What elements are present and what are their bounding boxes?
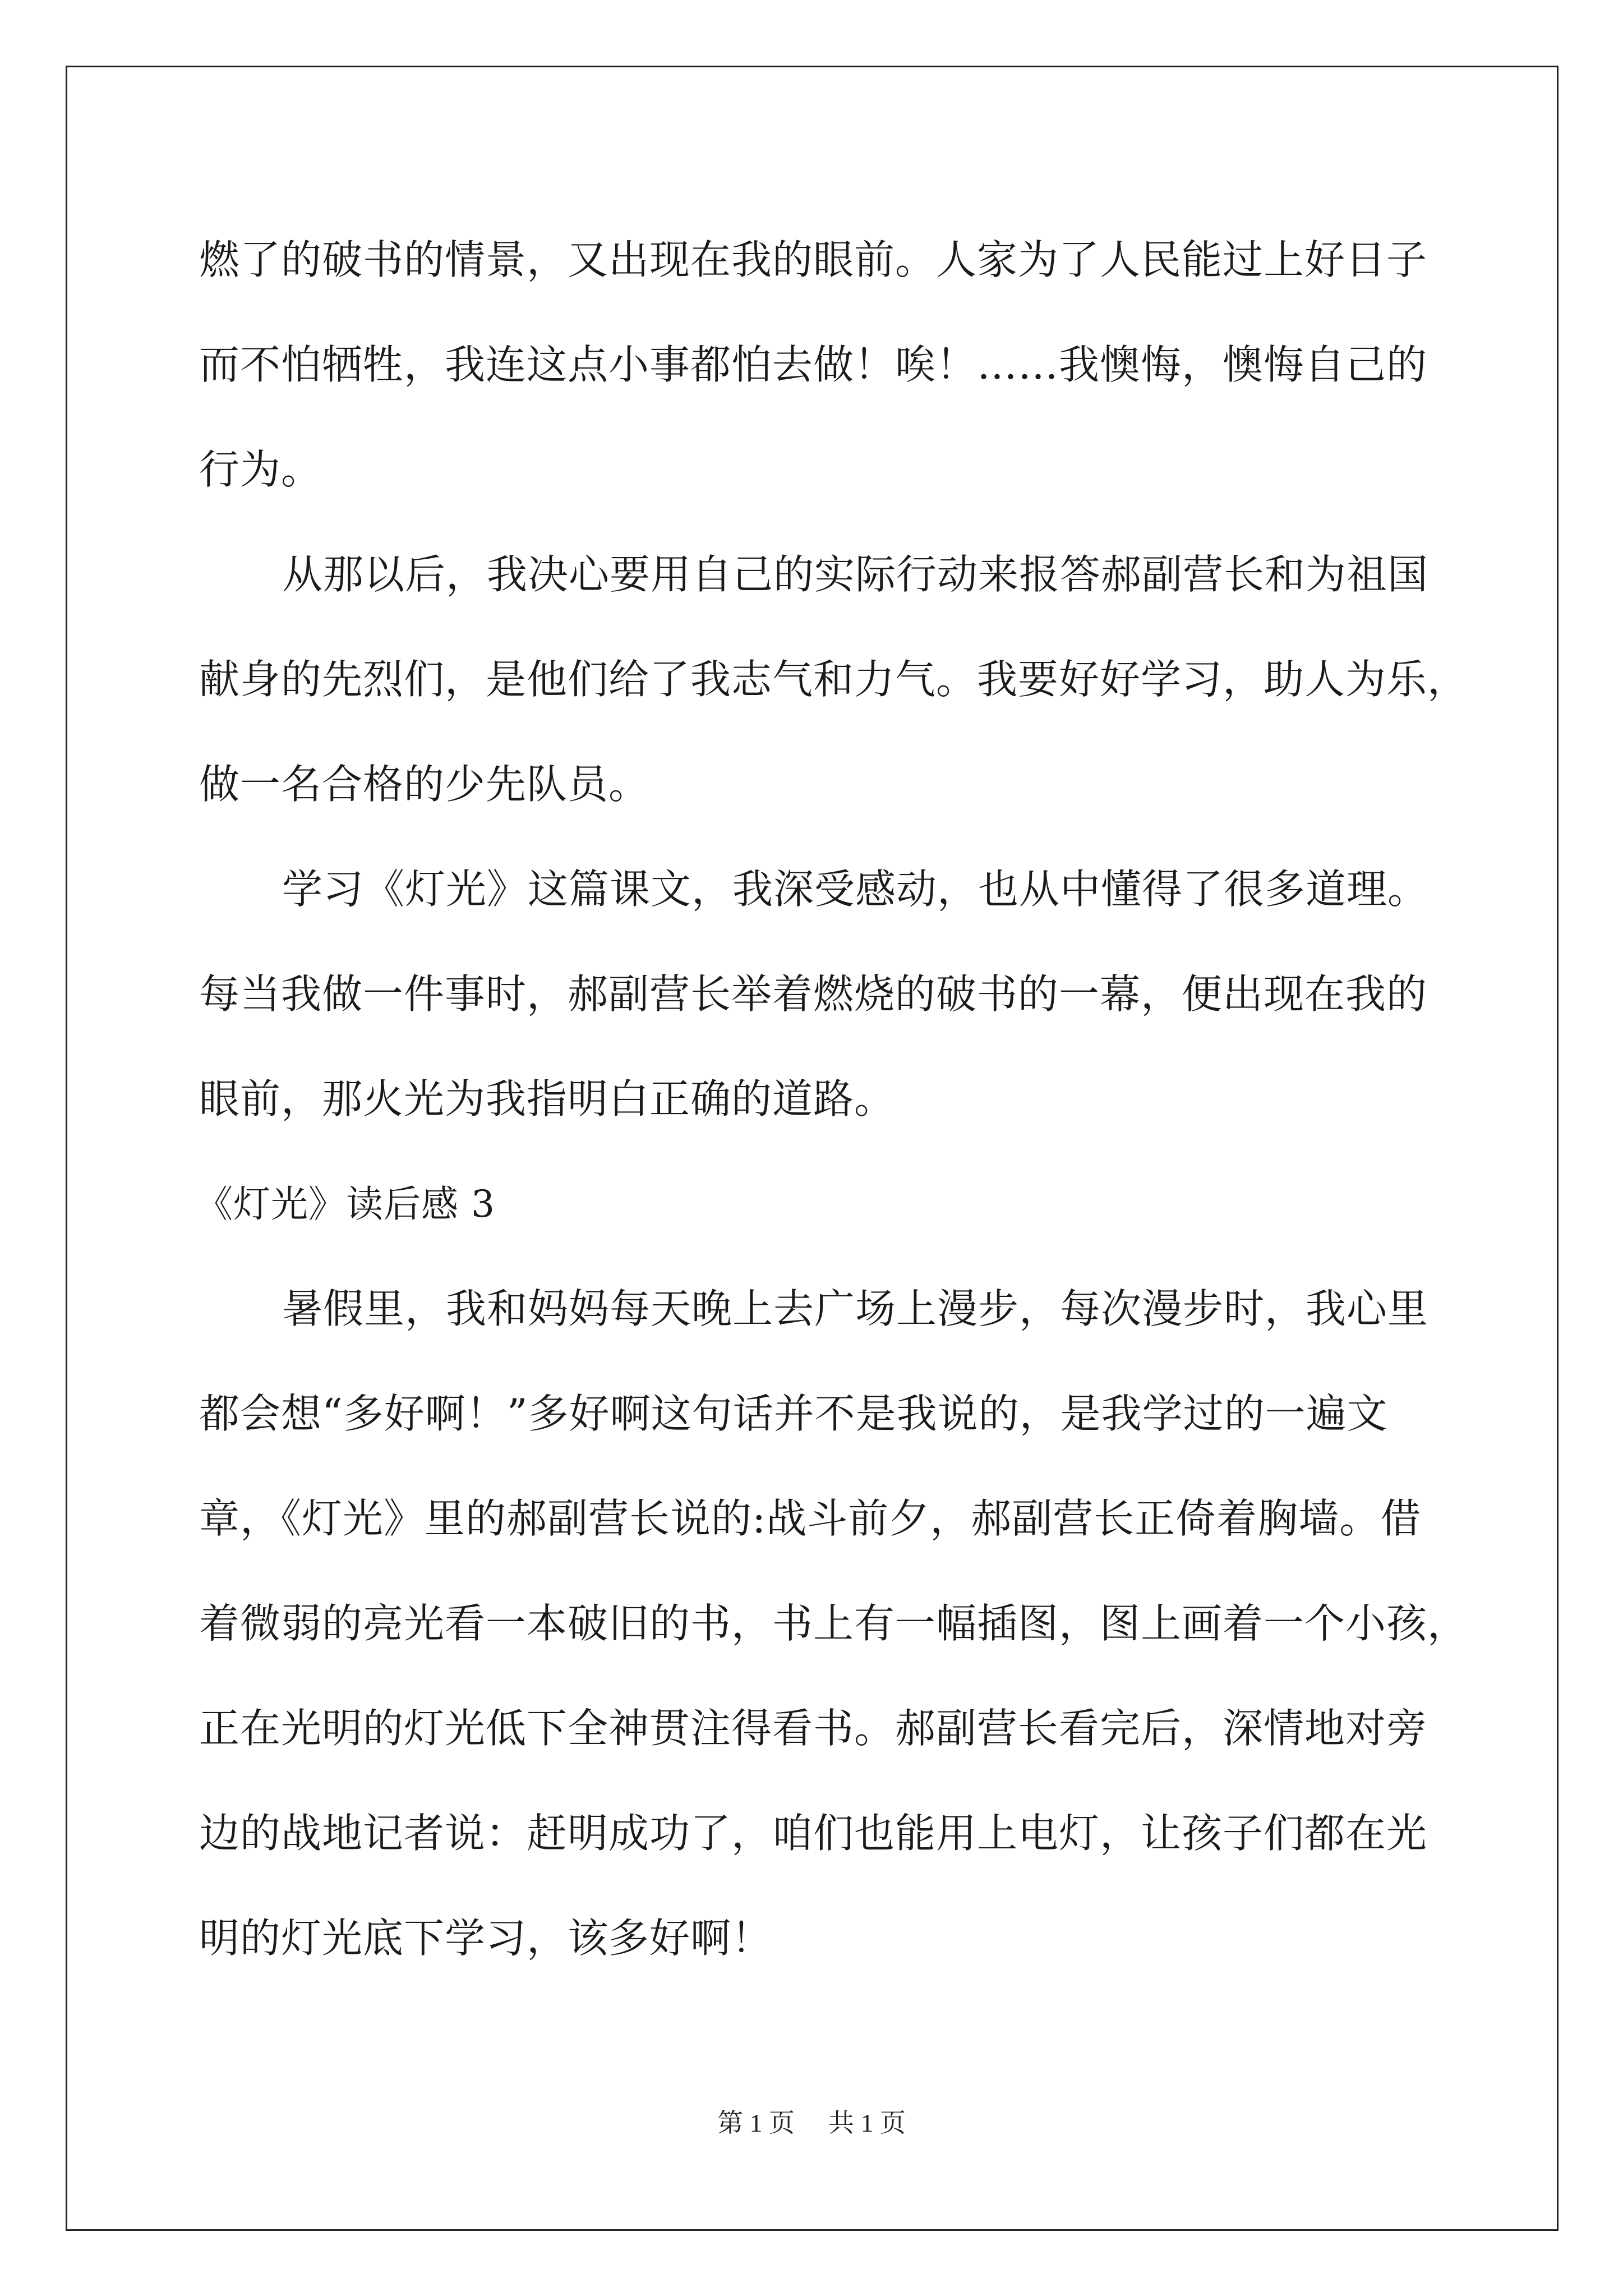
paragraph-start-line: 暑假里，我和妈妈每天晚上去广场上漫步，每次漫步时，我心里	[282, 1285, 1429, 1332]
paragraph-start-line: 学习《灯光》这篇课文，我深受感动，也从中懂得了很多道理。	[282, 866, 1429, 913]
text-line: 章，《灯光》里的郝副营长说的:战斗前夕，郝副营长正倚着胸墙。借	[199, 1495, 1422, 1542]
text-line: 行为。	[199, 446, 322, 493]
text-line: 正在光明的灯光低下全神贯注得看书。郝副营长看完后，深情地对旁	[199, 1705, 1428, 1752]
text-line: 边的战地记者说：赶明成功了，咱们也能用上电灯，让孩子们都在光	[199, 1810, 1428, 1857]
page-footer	[0, 2102, 1623, 2139]
text-line: 眼前，那火光为我指明白正确的道路。	[199, 1075, 896, 1122]
text-line: 而不怕牺牲，我连这点小事都怕去做！唉！……我懊悔，懊悔自己的	[199, 341, 1428, 388]
text-line: 献身的先烈们，是他们给了我志气和力气。我要好好学习，助人为乐，	[199, 656, 1469, 703]
page-number-total: 共 1 页	[828, 2109, 906, 2137]
section-heading: 《灯光》读后感 3	[196, 1182, 495, 1226]
text-line: 着微弱的亮光看一本破旧的书，书上有一幅插图，图上画着一个小孩，	[199, 1600, 1469, 1647]
text-line: 明的灯光底下学习，该多好啊！	[199, 1915, 773, 1962]
text-line: 每当我做一件事时，郝副营长举着燃烧的破书的一幕，便出现在我的	[199, 970, 1428, 1018]
text-line: 燃了的破书的情景，又出现在我的眼前。人家为了人民能过上好日子	[199, 236, 1428, 283]
page-number-current: 第 1 页	[717, 2109, 795, 2137]
text-line: 都会想“多好啊！”多好啊这句话并不是我说的，是我学过的一遍文	[199, 1390, 1388, 1437]
text-line: 做一名合格的少先队员。	[199, 761, 650, 808]
document-body	[196, 208, 1469, 1991]
paragraph-start-line: 从那以后，我决心要用自己的实际行动来报答郝副营长和为祖国	[282, 551, 1429, 598]
